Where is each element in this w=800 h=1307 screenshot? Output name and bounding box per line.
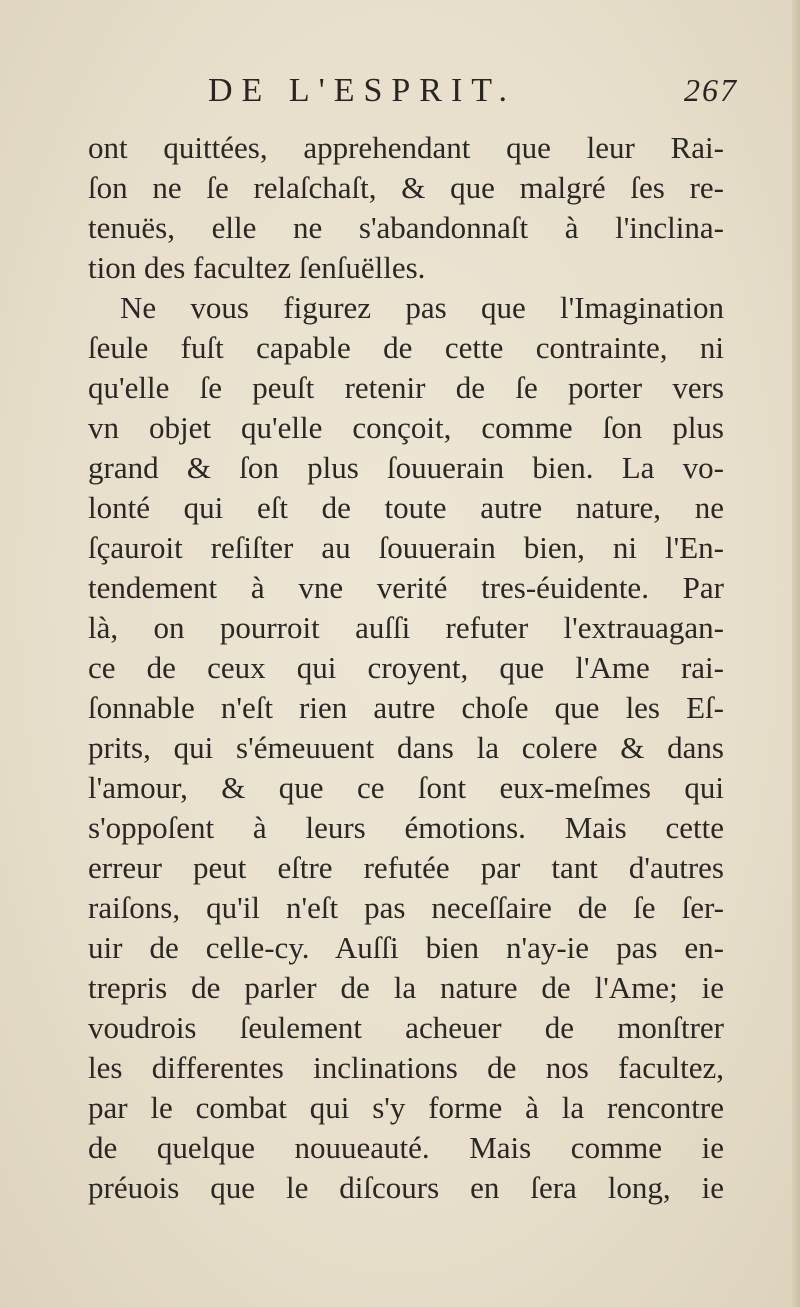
page-number: 267 (684, 72, 738, 108)
text-line: tendement à vne verité tres-éuidente. Par (88, 570, 724, 605)
text-line: lonté qui eſt de toute autre nature, ne (88, 490, 724, 525)
text-line: voudrois ſeulement acheuer de monſtrer (88, 1010, 724, 1045)
text-line: Ne vous figurez pas que l'Imagination (120, 290, 724, 325)
text-line: uir de celle-cy. Auſſi bien n'ay-ie pas en- (88, 930, 724, 965)
text-line: ont quittées, apprehendant que leur Rai- (88, 130, 724, 165)
page-edge (792, 0, 800, 1307)
text-line: prits, qui s'émeuuent dans la colere & dans (88, 730, 724, 765)
text-line: raiſons, qu'il n'eſt pas neceſſaire de ſe ſer- (88, 890, 724, 925)
text-line: grand & ſon plus ſouuerain bien. La vo- (88, 450, 724, 485)
text-line: là, on pourroit auſſi refuter l'extrauagan- (88, 610, 724, 645)
text-line: préuois que le diſcours en ſera long, ie (88, 1170, 724, 1205)
page-header (208, 72, 738, 120)
text-line: s'oppoſent à leurs émotions. Mais cette (88, 810, 724, 845)
text-line: trepris de parler de la nature de l'Ame; ie (88, 970, 724, 1005)
text-line: vn objet qu'elle conçoit, comme ſon plus (88, 410, 724, 445)
text-line: erreur peut eſtre refutée par tant d'autres (88, 850, 724, 885)
text-line: tion des facultez ſenſuëlles. (88, 250, 426, 285)
text-line: de quelque nouueauté. Mais comme ie (88, 1130, 724, 1165)
text-line: par le combat qui s'y forme à la rencontre (88, 1090, 724, 1125)
text-line: les differentes inclinations de nos facultez, (88, 1050, 724, 1085)
text-line: ſonnable n'eſt rien autre choſe que les Eſ- (88, 690, 724, 725)
text-line: tenuës, elle ne s'abandonnaſt à l'inclina- (88, 210, 724, 245)
text-line: l'amour, & que ce ſont eux-meſmes qui (88, 770, 724, 805)
text-line: ſon ne ſe relaſchaſt, & que malgré ſes re- (88, 170, 724, 205)
text-line: qu'elle ſe peuſt retenir de ſe porter vers (88, 370, 724, 405)
text-line: ce de ceux qui croyent, que l'Ame rai- (88, 650, 724, 685)
text-line: ſeule fuſt capable de cette contrainte, ni (88, 330, 724, 365)
body-text (88, 128, 724, 1208)
text-line: ſçauroit reſiſter au ſouuerain bien, ni l'En- (88, 530, 724, 565)
running-head: DE L'ESPRIT. (208, 72, 517, 109)
